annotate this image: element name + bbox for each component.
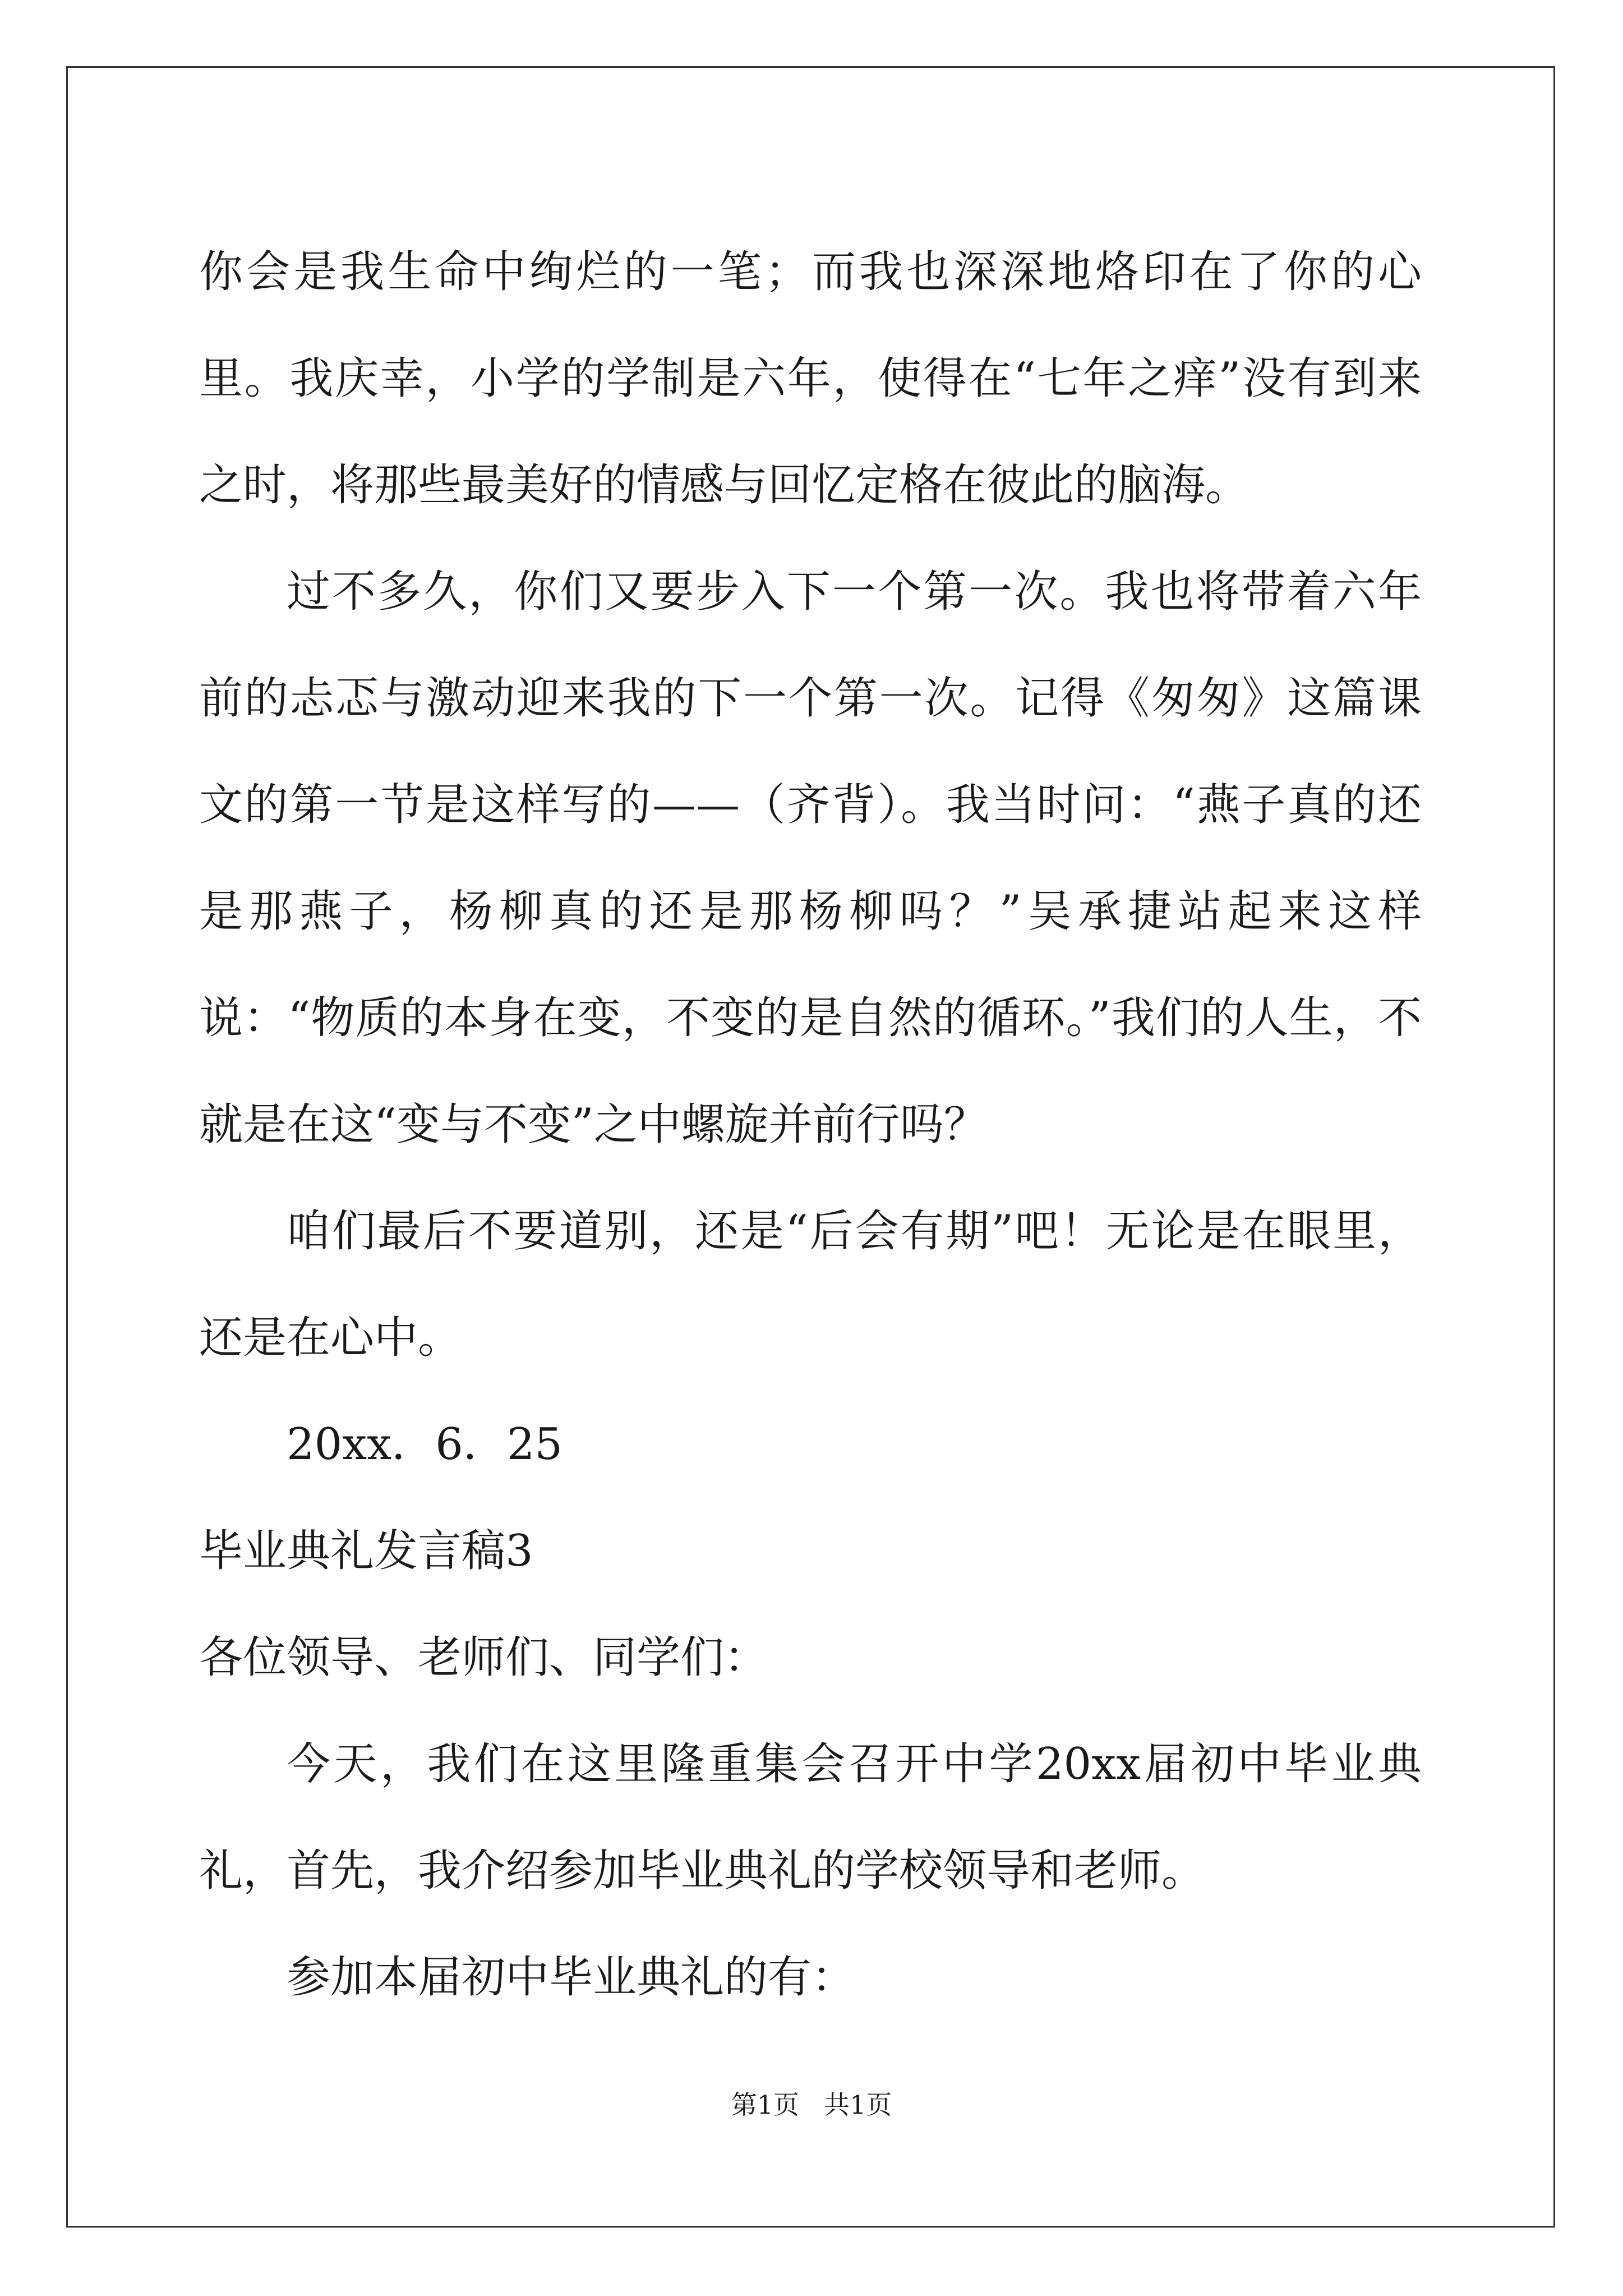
page-number: 第1页 <box>731 2090 800 2120</box>
paragraph-3: 咱们最后不要道别，还是“后会有期”吧！无论是在眼里，还是在心中。 <box>199 1206 1422 1363</box>
paragraph-2: 过不多久，你们又要步入下一个第一次。我也将带着六年前的忐忑与激动迎来我的下一个第一次。记得《匆匆》这篇课文的第一节是这样写的——（齐背）。我当时问：“燕子真的还是那燕子，杨柳真的还是那杨柳吗？”吴承捷站起来这样说：“物质的本身在变，不变的是自然的循环。”我们的人生，不就是在这“变与不变”之中螺旋并前行吗？ <box>199 567 1422 1150</box>
paragraph-5: 参加本届初中毕业典礼的有： <box>287 1952 856 2003</box>
paragraph-4: 今天，我们在这里隆重集会召开中学20xx届初中毕业典礼，首先，我介绍参加毕业典礼的学校领导和老师。 <box>199 1739 1422 1896</box>
document-body <box>199 219 1422 2031</box>
salutation: 各位领导、老师们、同学们： <box>199 1632 768 1683</box>
page-footer <box>0 2085 1623 2122</box>
date-line: 20xx．6．25 <box>287 1419 563 1470</box>
paragraph-1: 你会是我生命中绚烂的一笔；而我也深深地烙印在了你的心里。我庆幸，小学的学制是六年，使得在“七年之痒”没有到来之时，将那些最美好的情感与回忆定格在彼此的脑海。 <box>199 247 1422 510</box>
page-total: 共1页 <box>823 2090 892 2120</box>
section-title: 毕业典礼发言稿3 <box>199 1526 533 1576</box>
